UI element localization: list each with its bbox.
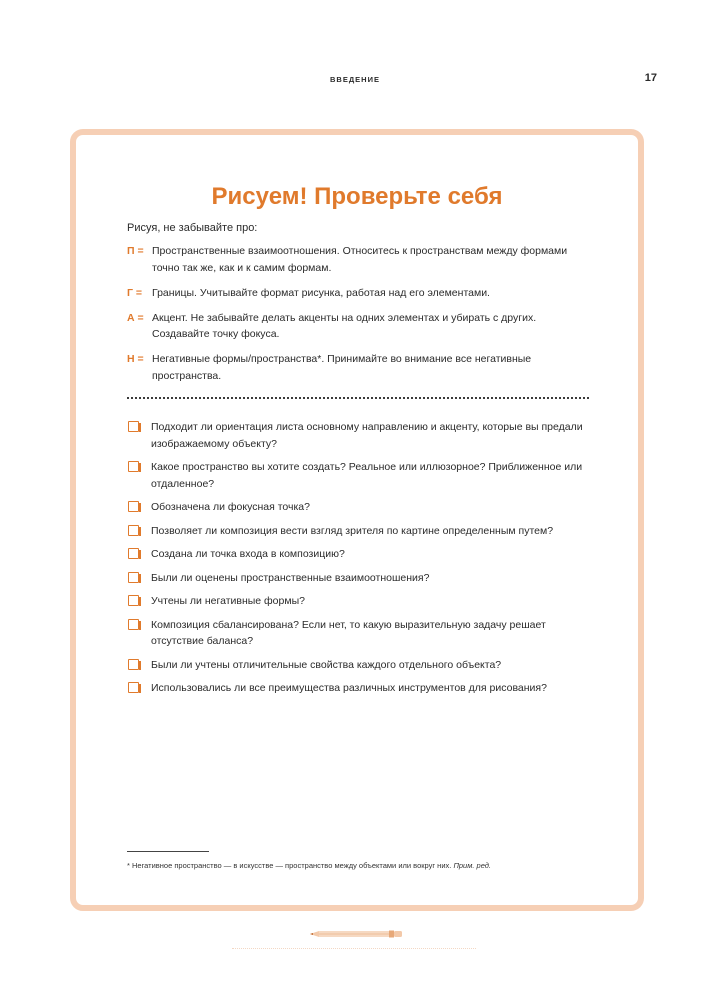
running-head: ВВЕДЕНИЕ (330, 75, 380, 84)
checklist-item-text: Композиция сбалансирована? Если нет, то какую выразительную задачу решает отсутствие баланса? (151, 618, 546, 647)
checkbox-icon[interactable] (128, 421, 139, 432)
checklist-item (127, 459, 589, 492)
checkbox-icon[interactable] (128, 525, 139, 536)
checklist-item (127, 593, 589, 610)
rule-letter: Г = (127, 286, 143, 299)
footnote (127, 861, 597, 870)
checkbox-icon[interactable] (128, 572, 139, 583)
checkbox-icon[interactable] (128, 682, 139, 693)
rule-item (127, 285, 587, 302)
checklist-item (127, 570, 589, 587)
footnote-rule (127, 851, 209, 852)
footnote-note: Прим. ред. (453, 861, 492, 870)
checklist-item (127, 546, 589, 563)
checkbox-icon[interactable] (128, 548, 139, 559)
rule-text: Негативные формы/пространства*. Принимайте во внимание все негативные пространства. (152, 353, 532, 382)
rule-letter: А = (127, 311, 144, 324)
rules-list (127, 243, 587, 393)
box-intro: Рисуя, не забывайте про: (127, 222, 258, 234)
checklist-item (127, 499, 589, 516)
rule-item (127, 310, 587, 343)
rule-text: Акцент. Не забывайте делать акценты на одних элементах и убирать с других. Создавайте точку фокуса. (152, 311, 537, 340)
checklist-item (127, 680, 589, 697)
checkbox-icon[interactable] (128, 501, 139, 512)
checklist-item (127, 419, 589, 452)
checklist-item-text: Создана ли точка входа в композицию? (151, 548, 345, 560)
checklist-item (127, 523, 589, 540)
checklist-item-text: Использовались ли все преимущества различных инструментов для рисования? (151, 682, 547, 694)
rule-letter: П = (127, 245, 144, 257)
footnote-text: * Негативное пространство — в искусстве — пространство между объектами или вокруг них. (127, 861, 452, 870)
box-title: Рисуем! Проверьте себя (211, 183, 503, 210)
rule-item (127, 351, 587, 384)
checklist-item (127, 617, 589, 650)
checklist-item-text: Были ли оценены пространственные взаимоотношения? (151, 571, 430, 584)
rule-text: Пространственные взаимоотношения. Относитесь к пространствам между формами точно так же, как и к самим формам. (152, 245, 568, 274)
checklist-item-text: Подходит ли ориентация листа основному направлению и акценту, которые вы предали изображаемому объекту? (151, 421, 583, 450)
checklist-item-text: Учтены ли негативные формы? (151, 595, 305, 607)
checklist-item-text: Позволяет ли композиция вести взгляд зрителя по картине определенным путем? (151, 524, 554, 537)
checklist-item-text: Какое пространство вы хотите создать? Реальное или иллюзорное? Приближенное или отдаленное? (151, 461, 583, 490)
checklist (127, 419, 589, 704)
bottom-decoration-line (232, 948, 476, 949)
page-number: 17 (644, 72, 657, 84)
checklist-item-text: Обозначена ли фокусная точка? (151, 501, 310, 513)
pencil-icon (310, 929, 402, 939)
checkbox-icon[interactable] (128, 595, 139, 606)
checklist-item (127, 657, 589, 674)
checkbox-icon[interactable] (128, 619, 139, 630)
rule-item (127, 243, 587, 276)
rule-letter: Н = (127, 353, 144, 365)
checkbox-icon[interactable] (128, 659, 139, 670)
rule-text: Границы. Учитывайте формат рисунка, работая над его элементами. (152, 286, 490, 299)
checklist-box (70, 129, 644, 911)
dotted-divider (127, 397, 589, 399)
checklist-item-text: Были ли учтены отличительные свойства каждого отдельного объекта? (151, 658, 502, 671)
checkbox-icon[interactable] (128, 461, 139, 472)
